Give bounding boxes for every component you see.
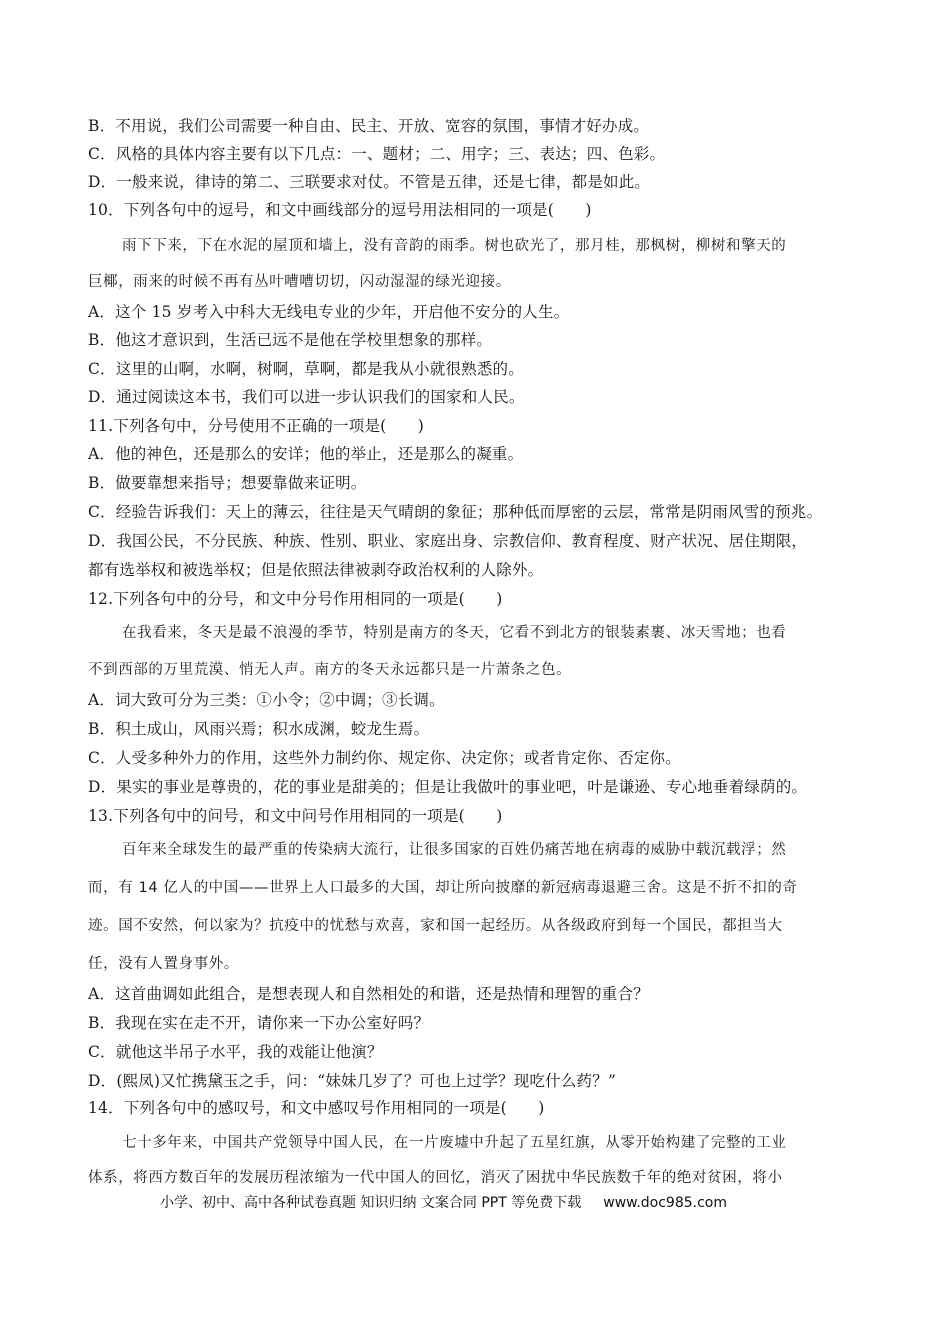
option-11c: C．经验告诉我们：天上的薄云，往往是天气晴朗的象征；那种低而厚密的云层，常常是阴雨风雪的预兆。 — [88, 503, 823, 521]
passage-13-line-1: 百年来全球发生的最严重的传染病大流行，让很多国家的百姓仍痛苦地在病毒的威胁中载沉载浮；然 — [122, 842, 787, 858]
passage-13-line-3: 迹。国不安然，何以家为？抗疫中的忧愁与欢喜，家和国一起经历。从各级政府到每一个国民，都担当大 — [88, 918, 783, 934]
option-12b: B．积土成山，风雨兴焉；积水成渊，蛟龙生焉。 — [88, 720, 430, 738]
option-11b: B．做要靠想来指导；想要靠做来证明。 — [88, 474, 367, 492]
option-9b: B．不用说，我们公司需要一种自由、民主、开放、宽容的氛围，事情才好办成。 — [88, 117, 650, 135]
option-12c: C．人受多种外力的作用，这些外力制约你、规定你、决定你；或者肯定你、否定你。 — [88, 749, 681, 767]
question-11: 11.下列各句中，分号使用不正确的一项是( ) — [88, 417, 425, 435]
option-10c: C．这里的山啊，水啊，树啊，草啊，都是我从小就很熟悉的。 — [88, 360, 524, 378]
passage-14-line-2: 体系，将西方数百年的发展历程浓缩为一代中国人的回忆，消灭了困扰中华民族数千年的绝对贫困，将小 — [88, 1170, 783, 1186]
option-13a: A．这首曲调如此组合，是想表现人和自然相处的和谐，还是热情和理智的重合？ — [88, 985, 649, 1003]
option-9c: C．风格的具体内容主要有以下几点：一、题材；二、用字；三、表达；四、色彩。 — [88, 145, 666, 163]
option-10b: B．他这才意识到，生活已远不是他在学校里想象的那样。 — [88, 331, 493, 349]
question-14: 14．下列各句中的感叹号，和文中感叹号作用相同的一项是( ) — [88, 1099, 545, 1117]
passage-10-line-1: 雨下下来，下在水泥的屋顶和墙上，没有音韵的雨季。树也砍光了，那月桂，那枫树，柳树和擎天的 — [122, 238, 787, 254]
option-11d-line-1: D．我国公民，不分民族、种族、性别、职业、家庭出身、宗教信仰、教育程度、财产状况、居住期限， — [88, 532, 808, 550]
passage-13-line-4: 任，没有人置身事外。 — [88, 956, 239, 972]
option-12a: A．词大致可分为三类：①小令；②中调；③长调。 — [88, 691, 445, 709]
passage-12-line-2: 不到西部的万里荒漠、悄无人声。南方的冬天永远都只是一片萧条之色。 — [88, 662, 572, 678]
question-12: 12.下列各句中的分号，和文中分号作用相同的一项是( ) — [88, 590, 503, 608]
option-10a: A．这个 15 岁考入中科大无线电专业的少年，开启他不安分的人生。 — [88, 303, 570, 321]
option-11a: A．他的神色，还是那么的安详；他的举止，还是那么的凝重。 — [88, 445, 524, 463]
question-10: 10．下列各句中的逗号，和文中画线部分的逗号用法相同的一项是( ) — [88, 201, 592, 219]
option-12d: D．果实的事业是尊贵的，花的事业是甜美的；但是让我做叶的事业吧，叶是谦逊、专心地垂着绿荫的。 — [88, 778, 808, 796]
option-10d: D．通过阅读这本书，我们可以进一步认识我们的国家和人民。 — [88, 388, 525, 406]
passage-14-line-1: 七十多年来，中国共产党领导中国人民，在一片废墟中升起了五星红旗，从零开始构建了完整的工业 — [122, 1135, 787, 1151]
option-13b: B．我现在实在走不开，请你来一下办公室好吗？ — [88, 1014, 430, 1032]
question-13: 13.下列各句中的问号，和文中问号作用相同的一项是( ) — [88, 807, 503, 825]
option-11d-line-2: 都有选举权和被选举权；但是依照法律被剥夺政治权利的人除外。 — [88, 561, 544, 579]
passage-13-line-2: 而，有 14 亿人的中国——世界上人口最多的大国，却让所向披靡的新冠病毒退避三舍。这是不折不扣的奇 — [88, 880, 798, 896]
footer-url-link[interactable]: www.doc985.com — [603, 1195, 727, 1211]
option-13c: C．就他这半吊子水平，我的戏能让他演？ — [88, 1043, 383, 1061]
footer-text: 小学、初中、高中各种试卷真题 知识归纳 文案合同 PPT 等免费下载 — [160, 1195, 582, 1211]
page-footer — [160, 1192, 727, 1212]
passage-12-line-1: 在我看来，冬天是最不浪漫的季节，特别是南方的冬天，它看不到北方的银装素裹、冰天雪地；也看 — [122, 625, 787, 641]
option-9d: D．一般来说，律诗的第二、三联要求对仗。不管是五律，还是七律，都是如此。 — [88, 173, 651, 191]
passage-10-line-2: 巨椰，雨来的时候不再有丛叶嘈嘈切切，闪动湿湿的绿光迎接。 — [88, 274, 511, 290]
option-13d: D．(熙凤)又忙携黛玉之手，问：“妹妹几岁了？可也上过学？现吃什么药？” — [88, 1072, 617, 1090]
